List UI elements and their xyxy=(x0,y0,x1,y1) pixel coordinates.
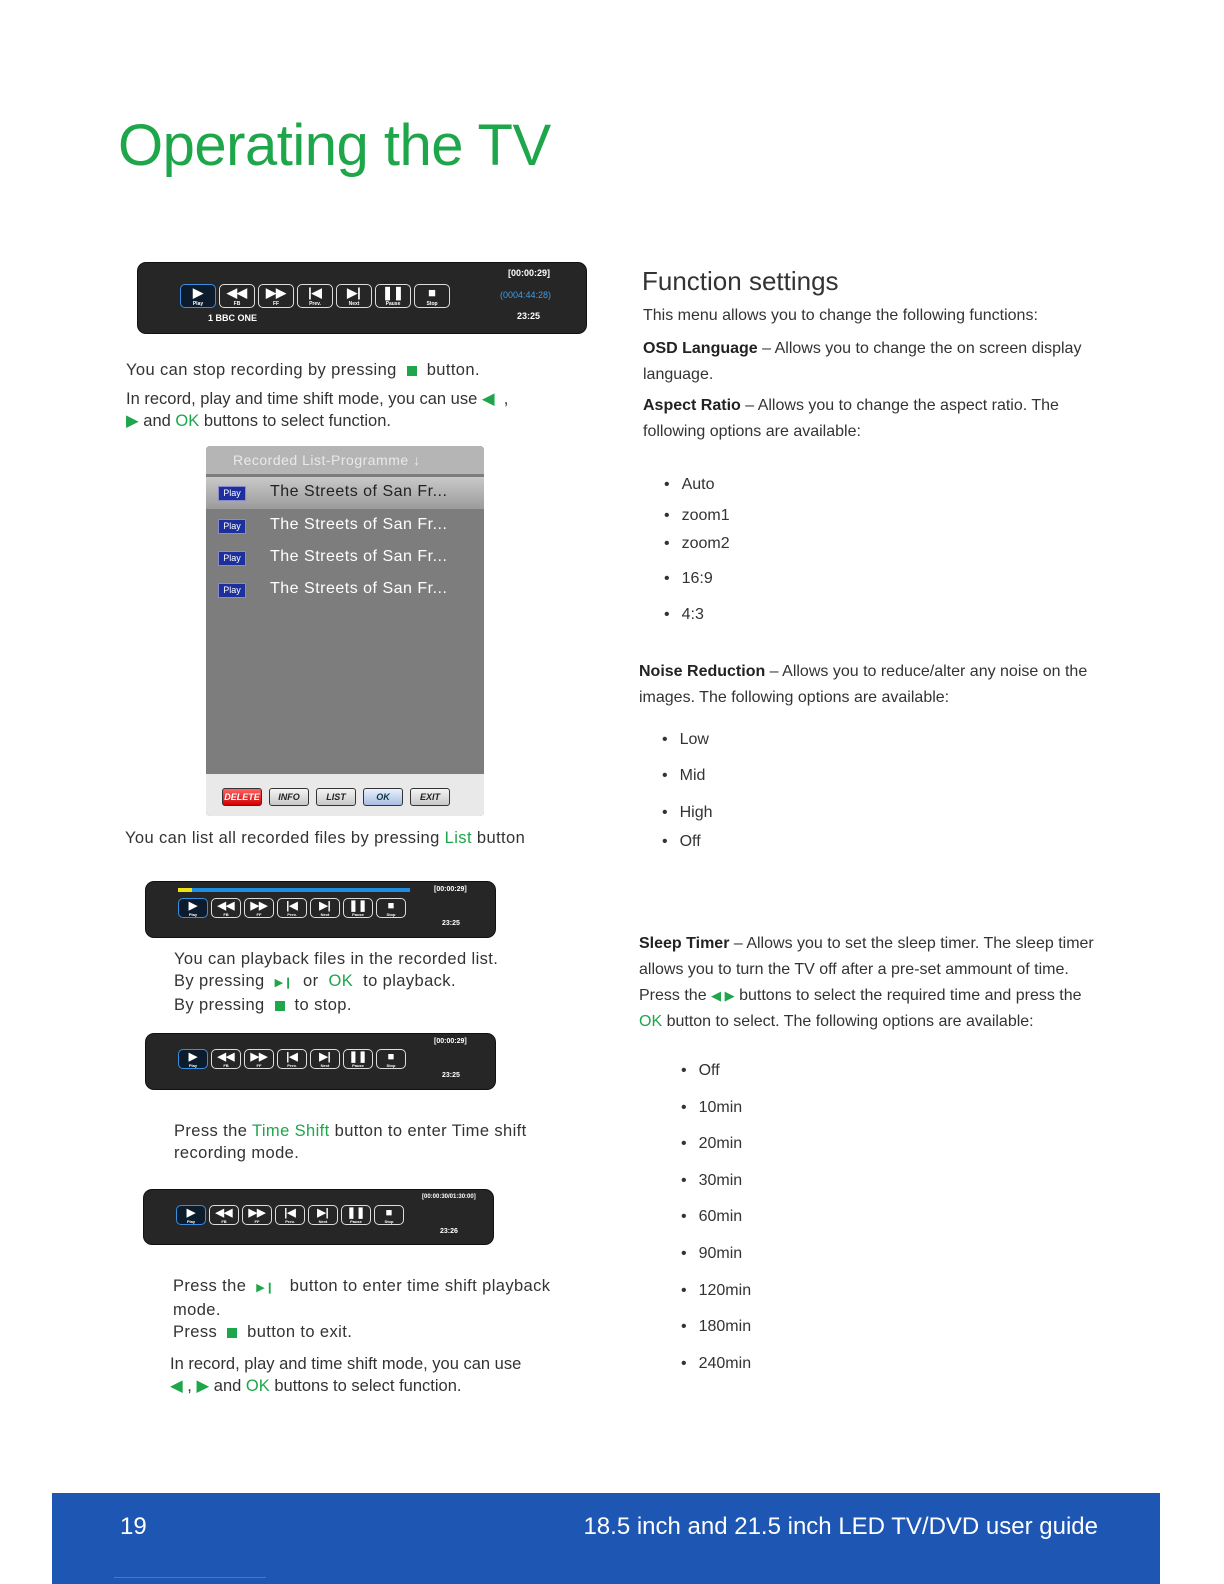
list-item[interactable]: Play The Streets of San Fr... xyxy=(206,542,484,574)
list-item: • zoom2 xyxy=(664,535,730,553)
progress-track xyxy=(178,888,410,892)
next-button[interactable]: ▶| Next xyxy=(336,284,372,308)
intro-text: This menu allows you to change the following functions: xyxy=(643,307,1038,324)
list-item[interactable]: Play The Streets of San Fr... xyxy=(206,477,484,509)
pause-icon: ❚❚ xyxy=(346,1207,366,1219)
right-arrow-icon: ▶ xyxy=(196,1377,210,1395)
down-arrow-icon: ↓ xyxy=(413,452,421,468)
fast-forward-icon: ▶▶ xyxy=(266,285,286,300)
elapsed-time: [00:00:29] xyxy=(434,886,467,893)
list-item: • 30min xyxy=(681,1172,742,1190)
play-badge[interactable]: Play xyxy=(218,486,246,501)
delete-button[interactable]: DELETE xyxy=(222,788,262,806)
stop-icon xyxy=(275,1001,285,1011)
play-badge[interactable]: Play xyxy=(218,551,246,566)
recorded-list-panel xyxy=(206,446,484,816)
play-badge[interactable]: Play xyxy=(218,583,246,598)
fast-backward-icon: ◀◀ xyxy=(217,900,235,912)
previous-icon: |◀ xyxy=(284,1207,296,1219)
play-pause-icon: ▶❙ xyxy=(274,977,294,989)
next-button[interactable]: ▶| Next xyxy=(308,1205,338,1225)
page-footer xyxy=(52,1493,1160,1584)
list-item: • 240min xyxy=(681,1355,751,1373)
fast-forward-button[interactable]: ▶▶ FF xyxy=(258,284,294,308)
divider xyxy=(114,1577,266,1578)
previous-icon: |◀ xyxy=(286,900,298,912)
previous-icon: |◀ xyxy=(308,285,322,300)
exit-button[interactable]: EXIT xyxy=(410,788,450,806)
stop-icon: ■ xyxy=(385,1207,393,1219)
select-function-text: In record, play and time shift mode, you can use ◀ , ▶ and OK buttons to select function. xyxy=(126,390,509,430)
list-item: • 120min xyxy=(681,1282,751,1300)
stop-button[interactable]: ■ Stop xyxy=(374,1205,404,1225)
previous-button[interactable]: |◀ Prev. xyxy=(297,284,333,308)
list-item: • 60min xyxy=(681,1208,742,1226)
previous-icon: |◀ xyxy=(286,1051,298,1063)
player-controls xyxy=(180,284,450,308)
elapsed-time: [00:00:30/01:30:00] xyxy=(422,1194,476,1200)
left-arrow-icon: ◀ xyxy=(481,390,495,408)
clock: 23:26 xyxy=(440,1228,458,1235)
player-controls xyxy=(176,1205,404,1225)
play-icon: ▶ xyxy=(188,1051,198,1063)
next-icon: ▶| xyxy=(347,285,361,300)
stop-icon: ■ xyxy=(428,285,436,300)
total-time: (0004:44:28) xyxy=(500,290,552,300)
time-shift-text: Press the Time Shift button to enter Time shift recording mode. xyxy=(174,1122,527,1162)
next-button[interactable]: ▶| Next xyxy=(310,898,340,918)
play-badge[interactable]: Play xyxy=(218,519,246,534)
player-bar-playback xyxy=(146,882,495,937)
play-icon: ▶ xyxy=(193,285,203,300)
channel-name: 1 BBC ONE xyxy=(208,313,258,323)
playback-text: You can playback files in the recorded list. By pressing ▶❙ or OK to playback. By pressing to stop. xyxy=(174,950,499,1014)
previous-button[interactable]: |◀ Prev. xyxy=(277,898,307,918)
fast-forward-button[interactable]: ▶▶ FF xyxy=(244,1049,274,1069)
guide-title: 18.5 inch and 21.5 inch LED TV/DVD user guide xyxy=(583,1513,1098,1540)
previous-button[interactable]: |◀ Prev. xyxy=(277,1049,307,1069)
list-item: • 180min xyxy=(681,1318,751,1336)
play-icon: ▶ xyxy=(188,900,198,912)
stop-icon xyxy=(407,366,417,376)
stop-recording-text: You can stop recording by pressing button. xyxy=(126,361,480,379)
fast-forward-button[interactable]: ▶▶ FF xyxy=(242,1205,272,1225)
play-pause-icon: ▶❙ xyxy=(256,1282,275,1294)
sleep-timer-text: Sleep Timer – Allows you to set the sleep timer. The sleep timer allows you to turn the TV off after a pre-set ammount of time. Press the ◀ ▶ buttons to select the required time and press the OK button to select. The following options are available: xyxy=(639,935,1094,1030)
list-item[interactable]: Play The Streets of San Fr... xyxy=(206,510,484,542)
fast-backward-button[interactable]: ◀◀ FB xyxy=(211,1049,241,1069)
pause-button[interactable]: ❚❚ Pause xyxy=(375,284,411,308)
clock: 23:25 xyxy=(442,920,460,927)
stop-icon: ■ xyxy=(387,1051,395,1063)
list-item: • High xyxy=(662,804,713,822)
progress-fill xyxy=(178,888,192,892)
list-item: • Off xyxy=(662,833,701,851)
left-arrow-icon: ◀ xyxy=(170,1377,183,1395)
stop-icon: ■ xyxy=(387,900,395,912)
fast-backward-icon: ◀◀ xyxy=(215,1207,233,1219)
osd-language-text: OSD Language – Allows you to change the on screen display language. xyxy=(643,340,1082,383)
fast-backward-button[interactable]: ◀◀ FB xyxy=(219,284,255,308)
time-shift-playback-text: Press the ▶❙ button to enter time shift playback mode. Press button to exit. xyxy=(173,1277,551,1341)
stop-icon xyxy=(227,1328,237,1338)
next-icon: ▶| xyxy=(319,900,331,912)
player-bar-timeshift-playback xyxy=(144,1190,493,1244)
fast-forward-button[interactable]: ▶▶ FF xyxy=(244,898,274,918)
fast-forward-icon: ▶▶ xyxy=(250,1051,268,1063)
list-item: • Off xyxy=(681,1062,720,1080)
list-item: • zoom1 xyxy=(664,507,730,525)
fast-forward-icon: ▶▶ xyxy=(248,1207,266,1219)
elapsed-time: [00:00:29] xyxy=(434,1038,467,1045)
player-bar-recording xyxy=(138,263,586,333)
next-icon: ▶| xyxy=(319,1051,331,1063)
next-icon: ▶| xyxy=(317,1207,329,1219)
left-right-arrows-icon: ◀ ▶ xyxy=(711,988,735,1003)
list-item: • Auto xyxy=(664,476,715,494)
list-item: • 16:9 xyxy=(664,570,713,588)
play-button[interactable]: ▶ Play xyxy=(176,1205,206,1225)
pause-button[interactable]: ❚❚ Pause xyxy=(343,898,373,918)
play-button[interactable]: ▶ Play xyxy=(178,1049,208,1069)
section-heading: Function settings xyxy=(642,266,839,296)
noise-reduction-text: Noise Reduction – Allows you to reduce/alter any noise on the images. The following options are available: xyxy=(639,663,1088,706)
pause-button[interactable]: ❚❚ Pause xyxy=(341,1205,371,1225)
fast-forward-icon: ▶▶ xyxy=(250,900,268,912)
pause-icon: ❚❚ xyxy=(348,900,368,912)
list-item: • Low xyxy=(662,731,709,749)
list-button[interactable]: LIST xyxy=(316,788,356,806)
stop-button[interactable]: ■ Stop xyxy=(414,284,450,308)
pause-button[interactable]: ❚❚ Pause xyxy=(343,1049,373,1069)
pause-icon: ❚❚ xyxy=(348,1051,368,1063)
play-button[interactable]: ▶ Play xyxy=(180,284,216,308)
play-button[interactable]: ▶ Play xyxy=(178,898,208,918)
fast-backward-icon: ◀◀ xyxy=(227,285,247,300)
stop-button[interactable]: ■ Stop xyxy=(376,1049,406,1069)
next-button[interactable]: ▶| Next xyxy=(310,1049,340,1069)
clock: 23:25 xyxy=(442,1072,460,1079)
info-button[interactable]: INFO xyxy=(269,788,309,806)
list-item[interactable]: Play The Streets of San Fr... xyxy=(206,574,484,606)
ok-button[interactable]: OK xyxy=(363,788,403,806)
list-item: • 10min xyxy=(681,1099,742,1117)
aspect-ratio-text: Aspect Ratio – Allows you to change the aspect ratio. The following options are available: xyxy=(643,397,1059,440)
recorded-list-header: Recorded List-Programme ↓ xyxy=(206,446,484,474)
player-controls xyxy=(178,1049,406,1069)
list-item: • 20min xyxy=(681,1135,742,1153)
recorded-list-footer xyxy=(206,774,484,816)
fast-backward-button[interactable]: ◀◀ FB xyxy=(211,898,241,918)
elapsed-time: [00:00:29] xyxy=(508,268,551,278)
list-files-text: You can list all recorded files by pressing List button xyxy=(125,829,526,847)
pause-icon: ❚❚ xyxy=(382,285,404,300)
page-title: Operating the TV xyxy=(118,113,551,178)
previous-button[interactable]: |◀ Prev. xyxy=(275,1205,305,1225)
play-icon: ▶ xyxy=(186,1207,196,1219)
page-number: 19 xyxy=(120,1513,147,1540)
select-function-text-2: In record, play and time shift mode, you can use ◀ , ▶ and OK buttons to select function. xyxy=(170,1355,522,1395)
list-item: • 4:3 xyxy=(664,606,704,624)
list-item: • 90min xyxy=(681,1245,742,1263)
list-item: • Mid xyxy=(662,767,705,785)
right-arrow-icon: ▶ xyxy=(126,412,139,430)
stop-button[interactable]: ■ Stop xyxy=(376,898,406,918)
fast-backward-icon: ◀◀ xyxy=(217,1051,235,1063)
clock: 23:25 xyxy=(517,311,541,321)
player-bar-timeshift xyxy=(146,1034,495,1089)
fast-backward-button[interactable]: ◀◀ FB xyxy=(209,1205,239,1225)
player-controls xyxy=(178,898,406,918)
